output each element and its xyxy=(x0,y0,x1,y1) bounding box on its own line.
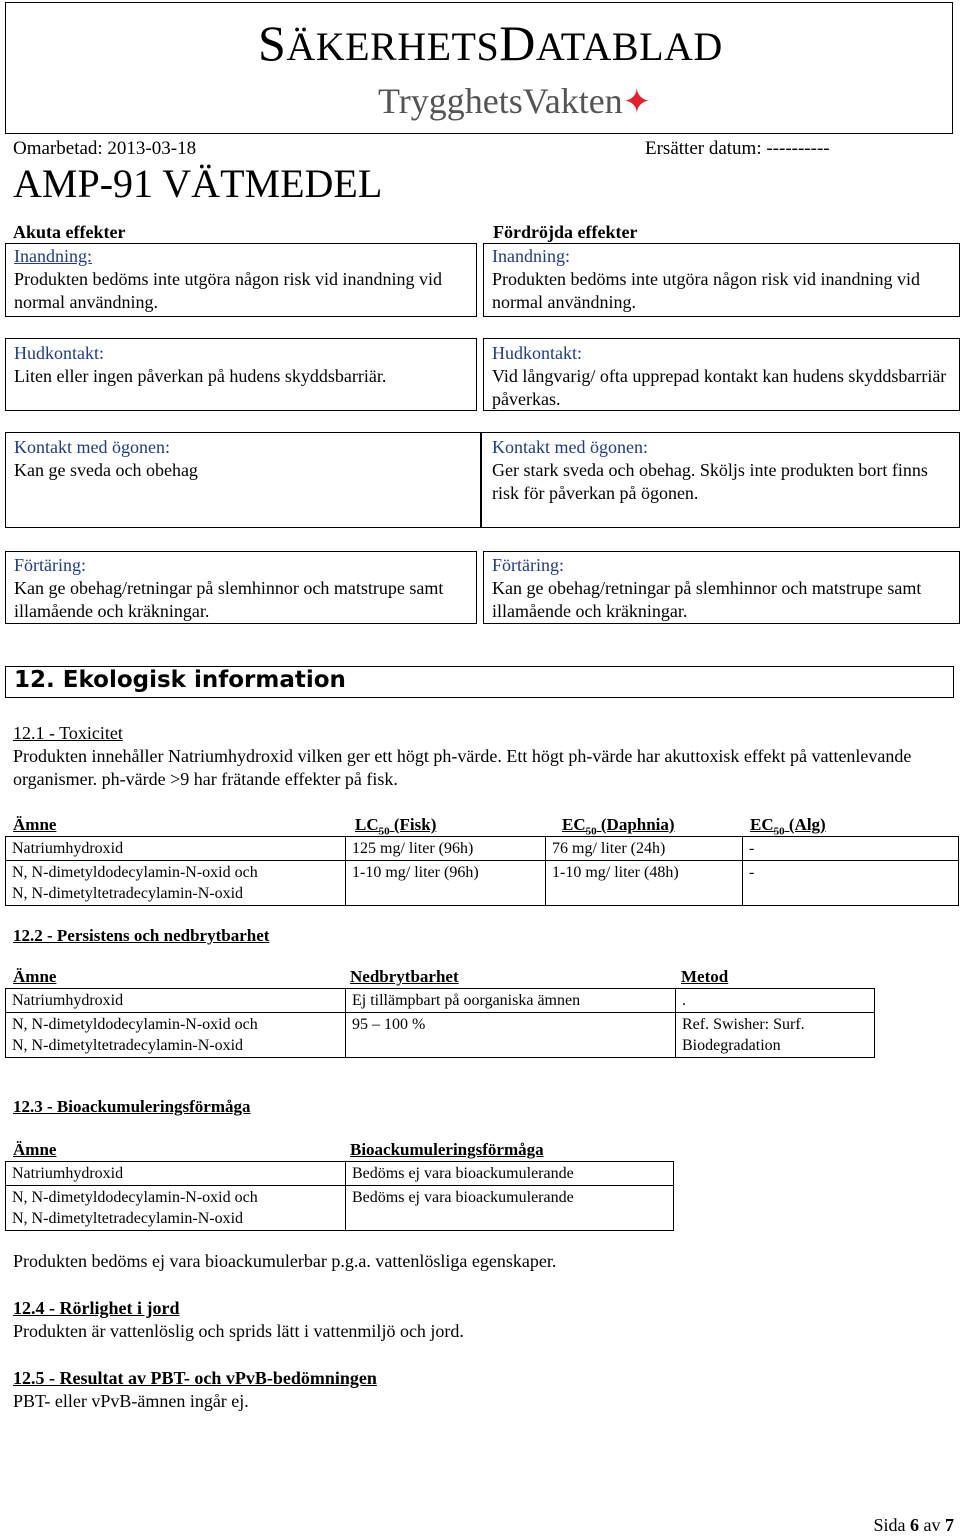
delayed-skin-text: Vid långvarig/ ofta upprepad kontakt kan hudens skyddsbarriär påverkas. xyxy=(492,366,947,409)
toxicity-text: Produkten innehåller Natriumhydroxid vilken ger ett högt ph-värde. Ett högt ph-värde har akuttoxisk effekt på vattenlevande organismer. ph-värde >9 har frätande effekter på fisk. xyxy=(13,746,912,789)
delayed-eyes-box xyxy=(480,432,960,528)
tox-ec-daphnia-cell: 76 mg/ liter (24h) xyxy=(546,837,743,861)
tox-ec-alg-cell: - xyxy=(743,861,959,906)
toxicity-heading: 12.1 - Toxicitet xyxy=(13,723,123,743)
acute-inhalation-text: Produkten bedöms inte utgöra någon risk vid inandning vid normal användning. xyxy=(14,269,442,312)
pers-col-degradability: Nedbrytbarhet xyxy=(350,967,459,986)
pers-degr-cell: Ej tillämpbart på oorganiska ämnen xyxy=(346,989,676,1013)
delayed-skin-label: Hudkontakt: xyxy=(492,343,582,363)
persistence-table xyxy=(5,988,875,1058)
replaces-date: Ersätter datum: ---------- xyxy=(645,138,830,159)
tox-col-substance: Ämne xyxy=(13,815,57,834)
product-name: AMP-91 VÄTMEDEL xyxy=(13,161,383,206)
acute-eyes-box xyxy=(5,432,482,528)
tox-substance-cell: Natriumhydroxid xyxy=(6,837,346,861)
pbt-heading: 12.5 - Resultat av PBT- och vPvB-bedömningen xyxy=(13,1368,377,1388)
table-row xyxy=(6,1013,875,1058)
mobility-text: Produkten är vattenlöslig och sprids lätt i vattenmiljö och jord. xyxy=(13,1321,464,1341)
revised-date: Omarbetad: 2013-03-18 xyxy=(13,138,197,159)
delayed-inhalation-label: Inandning: xyxy=(492,246,570,266)
pers-substance-cell: N, N-dimetyldodecylamin-N-oxid och N, N-dimetyltetradecylamin-N-oxid xyxy=(6,1013,346,1058)
acute-skin-box xyxy=(5,338,477,411)
document-title: SÄKERHETSDATABLAD xyxy=(258,15,723,71)
delayed-eyes-text: Ger stark sveda och obehag. Sköljs inte produkten bort finns risk för påverkan på ögonen. xyxy=(492,460,928,503)
delayed-ingestion-text: Kan ge obehag/retningar på slemhinnor och matstrupe samt illamående och kräkningar. xyxy=(492,578,922,621)
acute-ingestion-box xyxy=(5,551,477,624)
table-row xyxy=(6,1186,674,1231)
pers-method-cell: Ref. Swisher: Surf. Biodegradation xyxy=(676,1013,875,1058)
pers-method-cell: . xyxy=(676,989,875,1013)
table-row xyxy=(6,861,959,906)
toxicity-table xyxy=(5,836,959,906)
acute-effects-heading: Akuta effekter xyxy=(13,221,473,244)
acute-eyes-text: Kan ge sveda och obehag xyxy=(14,460,198,480)
delayed-ingestion-box xyxy=(483,551,960,624)
delayed-effects-heading: Fördröjda effekter xyxy=(493,221,653,244)
bio-value-cell: Bedöms ej vara bioackumulerande xyxy=(346,1186,674,1231)
table-row xyxy=(6,1162,674,1186)
delayed-skin-box xyxy=(483,338,960,411)
delayed-inhalation-text: Produkten bedöms inte utgöra någon risk vid inandning vid normal användning. xyxy=(492,269,920,312)
tox-ec-daphnia-cell: 1-10 mg/ liter (48h) xyxy=(546,861,743,906)
bioaccumulation-note: Produkten bedöms ej vara bioackumulerbar p.g.a. vattenlösliga egenskaper. xyxy=(13,1251,557,1271)
delayed-eyes-label: Kontakt med ögonen: xyxy=(492,437,648,457)
table-row xyxy=(6,989,875,1013)
acute-inhalation-label: Inandning: xyxy=(14,246,92,266)
bio-col-capacity: Bioackumuleringsförmåga xyxy=(350,1140,544,1159)
bio-value-cell: Bedöms ej vara bioackumulerande xyxy=(346,1162,674,1186)
tox-col-lc50: $LC_{50}$ (Fisk) xyxy=(355,815,437,838)
pers-col-substance: Ämne xyxy=(13,967,57,986)
table-row xyxy=(6,837,959,861)
tox-lc-cell: 1-10 mg/ liter (96h) xyxy=(346,861,546,906)
bioaccumulation-heading: 12.3 - Bioackumuleringsförmåga xyxy=(13,1097,251,1116)
acute-ingestion-label: Förtäring: xyxy=(14,555,86,575)
tox-col-ec50-daphnia: $EC_{50}$ (Daphnia) xyxy=(562,815,675,838)
persistence-heading: 12.2 - Persistens och nedbrytbarhet xyxy=(13,926,270,945)
star-icon: ✦ xyxy=(622,84,652,121)
delayed-ingestion-label: Förtäring: xyxy=(492,555,564,575)
pers-col-method: Metod xyxy=(681,967,729,986)
delayed-inhalation-box xyxy=(483,243,960,317)
bioaccumulation-table xyxy=(5,1161,674,1231)
acute-skin-label: Hudkontakt: xyxy=(14,343,104,363)
bio-substance-cell: Natriumhydroxid xyxy=(6,1162,346,1186)
acute-skin-text: Liten eller ingen påverkan på hudens skyddsbarriär. xyxy=(14,366,387,386)
page-number: Sida 6 av 7 xyxy=(873,1515,954,1535)
pers-degr-cell: 95 – 100 % xyxy=(346,1013,676,1058)
acute-inhalation-box xyxy=(5,243,477,317)
pbt-text: PBT- eller vPvB-ämnen ingår ej. xyxy=(13,1391,249,1411)
section-12-title: 12. Ekologisk information xyxy=(14,667,346,693)
acute-eyes-label: Kontakt med ögonen: xyxy=(14,437,170,457)
trygghetsvakten-logo: TrygghetsVakten✦ xyxy=(378,81,652,121)
acute-ingestion-text: Kan ge obehag/retningar på slemhinnor och matstrupe samt illamående och kräkningar. xyxy=(14,578,444,621)
tox-substance-cell: N, N-dimetyldodecylamin-N-oxid och N, N-dimetyltetradecylamin-N-oxid xyxy=(6,861,346,906)
tox-col-ec50-alg: $EC_{50}$ (Alg) xyxy=(750,815,826,838)
bio-col-substance: Ämne xyxy=(13,1140,57,1159)
mobility-heading: 12.4 - Rörlighet i jord xyxy=(13,1298,180,1318)
bio-substance-cell: N, N-dimetyldodecylamin-N-oxid och N, N-dimetyltetradecylamin-N-oxid xyxy=(6,1186,346,1231)
tox-ec-alg-cell: - xyxy=(743,837,959,861)
tox-lc-cell: 125 mg/ liter (96h) xyxy=(346,837,546,861)
pers-substance-cell: Natriumhydroxid xyxy=(6,989,346,1013)
